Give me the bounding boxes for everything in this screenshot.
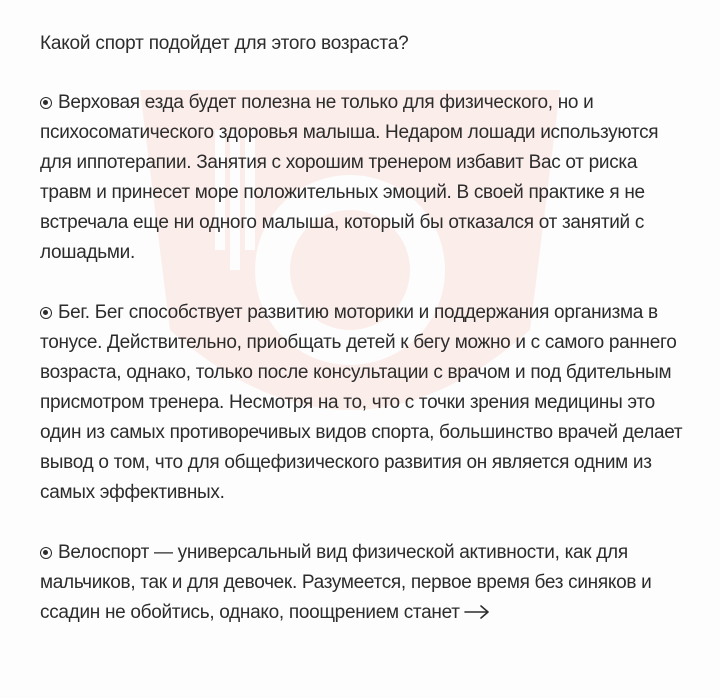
radio-bullet-icon [40,547,52,559]
arrow-right-icon [464,605,490,619]
radio-bullet-icon [40,97,52,109]
article-heading: Какой спорт подойдет для этого возраста? [40,33,409,54]
paragraph-cycling [40,538,690,628]
article-content [40,30,690,658]
paragraph-text: Бег. Бег способствует развитию моторики и поддержания организма в тонусе. Действительно, приобщать детей к бегу можно и с самого раннего возраста, однако, только после консультации с врачом и под бдительным присмотром тренера. Несмотря на то, что с точки зрения медицины это один из самых противоречивых видов спорта, большинство врачей делает вывод о том, что для общефизического развития он является одним из самых эффективных. [40,302,683,503]
radio-bullet-icon [40,307,52,319]
paragraph-horse-riding [40,88,690,268]
paragraph-running [40,298,690,508]
paragraph-text: Велоспорт — универсальный вид физической активности, как для мальчиков, так и для девочек. Разумеется, первое время без синяков и ссадин не обойтись, однако, поощрением станет [40,542,652,623]
paragraph-text: Верховая езда будет полезна не только для физического, но и психосоматического здоровья малыша. Недаром лошади используются для иппотерапии. Занятия с хорошим тренером избавит Вас от риска травм и принесет море положительных эмоций. В своей практике я не встречала еще ни одного малыша, который бы отказался от занятий с лошадьми. [40,92,659,263]
